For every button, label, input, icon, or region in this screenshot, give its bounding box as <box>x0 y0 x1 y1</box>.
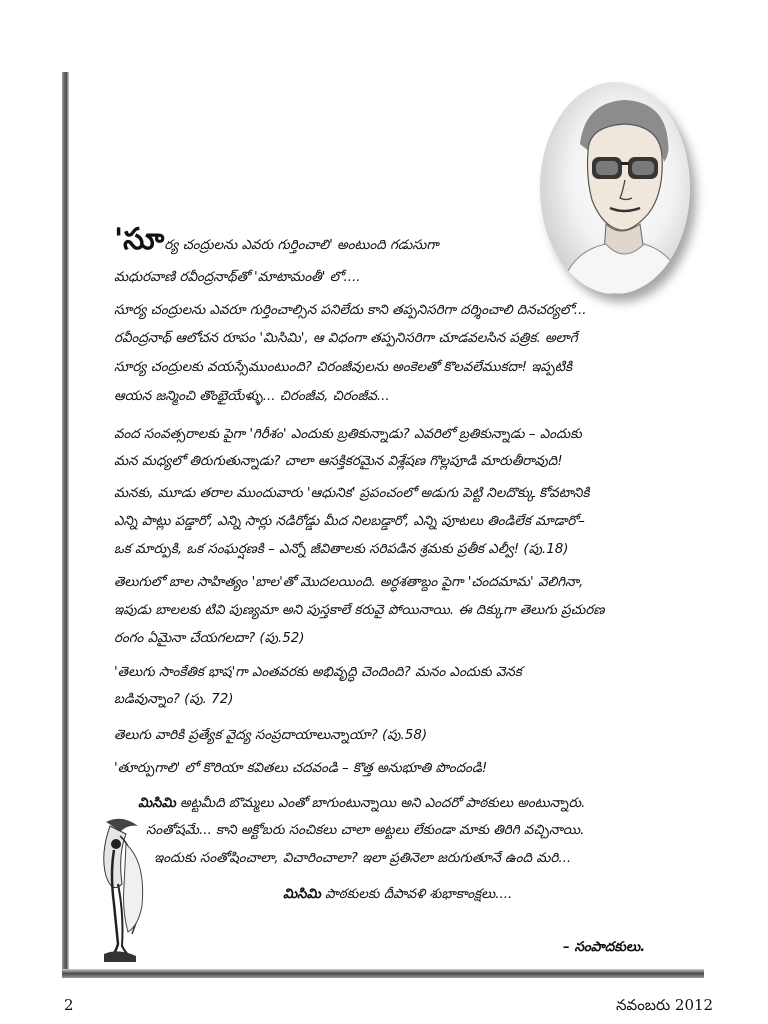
author-portrait <box>540 82 690 294</box>
greeting-misimi-name: మిసిమి <box>283 887 321 902</box>
intro-dropcap: 'సూ <box>114 222 165 257</box>
para2-line-1: వంద సంవత్సరాలకు పైగా 'గిరీశం' ఎందుకు బ్రతికున్నాడు? ఎవరిలో బ్రతికున్నాడు – ఎందుకు <box>114 427 582 442</box>
para5-line-1: 'తెలుగు సాంకేతిక భాష'గా ఎంతవరకు అభివృద్ధి చెందింది? మనం ఎందుకు వెనక <box>114 665 522 680</box>
para1-line-4: ఆయన జన్మించి తొంభైయేళ్ళు... చిరంజీవ, చిరంజీవ... <box>114 389 390 404</box>
para4-line-2: ఇపుడు బాలలకు టివి పుణ్యమా అని పుస్తకాలే కరువై పోయినాయి. ఈ దిక్కుగా తెలుగు ప్రచురణ <box>114 603 605 618</box>
para3-line-1: మనకు, మూడు తరాల ముందువారు 'ఆధునిక' ప్రపంచంలో అడుగు పెట్టి నిలదొక్కు కోవటానికి <box>114 486 590 501</box>
frame-bottom-border <box>62 969 704 978</box>
greeting-line <box>283 887 512 905</box>
intro-line-1 <box>114 222 439 264</box>
para8-line-2: సంతోషమే... కాని అక్టోబరు సంచికలు చాలా అట్టలు లేకుండా మాకు తిరిగి వచ్చినాయి. <box>146 823 585 838</box>
page-number: 2 <box>64 996 74 1014</box>
para1-line-3: సూర్య చంద్రులకు వయస్సేముంటుంది? చిరంజీవులను అంకెలతో కొలవలేముకదా! ఇప్పటికి <box>114 360 573 375</box>
dancer-illustration <box>92 814 152 964</box>
para3-line-2: ఎన్ని పాట్లు పడ్డారో, ఎన్ని సార్లు నడిరోడ్డు మీద నిలబడ్డారో, ఎన్ని పూటలు తిండిలేక మాడారో– <box>114 514 585 529</box>
para1-line-1: సూర్య చంద్రులను ఎవరూ గుర్తించాల్సిన పనిలేదు కాని తప్పనిసరిగా దర్శించాలి దినచర్యలో... <box>114 303 587 318</box>
para1-line-2: రవీంద్రనాథ్ ఆలోచన రూపం 'మిసిమి', ఆ విధంగా తప్పనిసరిగా చూడవలసిన పత్రిక. అలాగే <box>114 331 578 346</box>
para7-line: 'తూర్పుగాలి' లో కొరియా కవితలు చదవండి – కొత్త అనుభూతి పొందండి! <box>114 761 488 776</box>
misimi-name: మిసిమి <box>138 796 176 811</box>
frame-left-border <box>62 72 69 978</box>
para5-line-2: బడివున్నాం? (పు. 72) <box>114 692 234 707</box>
para2-line-2: మన మధ్యలో తిరుగుతున్నాడు? చాలా ఆసక్తికరమైన విశ్లేషణ గొల్లపూడి మారుతీరావుది! <box>114 454 563 469</box>
editors-signoff: – సంపాదకులు. <box>563 939 646 955</box>
para6-line: తెలుగు వారికి ప్రత్యేక వైద్య సంప్రదాయాలున్నాయా? (పు.58) <box>114 728 428 743</box>
para8-line-1-rest: అట్టమీది బొమ్మలు ఎంతో బాగుంటున్నాయి అని ఎందరో పాఠకులు అంటున్నారు. <box>175 796 586 811</box>
para4-line-1: తెలుగులో బాల సాహిత్యం 'బాల'తో మొదలయింది. అర్ధశతాబ్దం పైగా 'చందమామ' వెలిగినా, <box>114 575 584 590</box>
para4-line-3: రంగం ఏమైనా చేయగలదా? (పు.52) <box>114 631 305 646</box>
para8-line-1 <box>138 796 585 814</box>
issue-date: నవంబరు 2012 <box>616 996 714 1014</box>
intro-line-1-rest: ర్య చంద్రులను ఎవరు గుర్తించాలి' అంటుంది గడుసుగా <box>164 238 439 253</box>
para8-line-3: ఇందుకు సంతోషించాలా, విచారించాలా? ఇలా ప్రతినెలా జరుగుతూనే ఉంది మరి... <box>154 851 572 866</box>
para3-line-3: ఒక మార్పుకి, ఒక సంఘర్షణకి – ఎన్నో జీవితాలకు సరిపడిన శ్రమకు ప్రతీక ఎల్వీ! (పు.18) <box>114 542 569 557</box>
intro-line-2: మధురవాణి రవీంద్రనాథ్‌తో 'మాటామంతీ' లో.... <box>114 270 361 285</box>
greeting-rest: పాఠకులకు దీపావళి శుభాకాంక్షలు.... <box>320 887 513 902</box>
